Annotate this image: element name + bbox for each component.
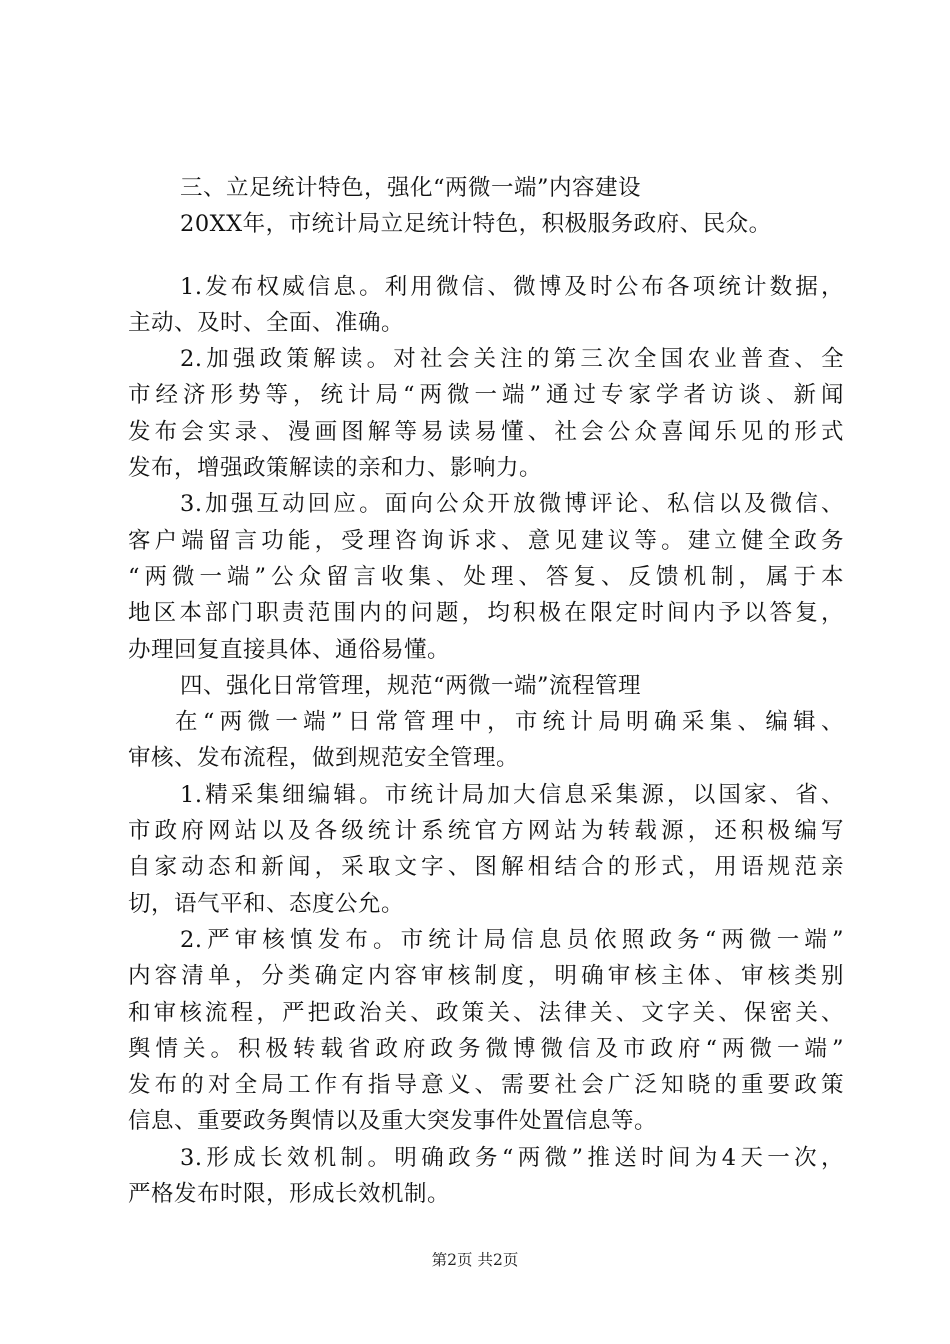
paragraph-line: 主动、及时、全面、准确。	[128, 309, 405, 336]
paragraph-line: 严格发布时限，形成长效机制。	[128, 1181, 451, 1208]
section-heading-4: 四、强化日常管理，规范“两微一端”流程管理	[180, 672, 642, 699]
paragraph-line: 发布，增强政策解读的亲和力、影响力。	[128, 455, 543, 482]
paragraph-line: 舆情关。积极转载省政府政务微博微信及市政府“两微一端”	[128, 1035, 844, 1062]
paragraph-line: 发布的对全局工作有指导意义、需要社会广泛知晓的重要政策	[128, 1072, 844, 1099]
paragraph-line: 3.加强互动回应。面向公众开放微博评论、私信以及微信、	[180, 491, 844, 518]
page-number: 第2页 共2页	[431, 1251, 519, 1269]
paragraph-line: 审核、发布流程，做到规范安全管理。	[128, 745, 520, 772]
paragraph-line: 在“两微一端”日常管理中，市统计局明确采集、编辑、	[175, 709, 844, 736]
paragraph-line: 自家动态和新闻，采取文字、图解相结合的形式，用语规范亲	[128, 854, 844, 881]
paragraph-line: 切，语气平和、态度公允。	[128, 890, 405, 917]
section-heading-3: 三、立足统计特色，强化“两微一端”内容建设	[180, 175, 642, 201]
page-footer	[0, 1250, 950, 1270]
paragraph-line: 市经济形势等，统计局“两微一端”通过专家学者访谈、新闻	[128, 382, 844, 409]
paragraph-line: 客户端留言功能，受理咨询诉求、意见建议等。建立健全政务	[128, 527, 844, 554]
paragraph-line: 内容清单，分类确定内容审核制度，明确审核主体、审核类别	[128, 963, 844, 990]
paragraph-line: 1.精采集细编辑。市统计局加大信息采集源，以国家、省、	[180, 781, 844, 808]
paragraph-line: 2.严审核慎发布。市统计局信息员依照政务“两微一端”	[180, 926, 844, 953]
paragraph-line: 2.加强政策解读。对社会关注的第三次全国农业普查、全	[180, 346, 844, 373]
paragraph-line: 3.形成长效机制。明确政务“两微”推送时间为4天一次，	[180, 1144, 844, 1171]
paragraph-line: 市政府网站以及各级统计系统官方网站为转载源，还积极编写	[128, 818, 844, 845]
paragraph-line: 1.发布权威信息。利用微信、微博及时公布各项统计数据，	[180, 273, 844, 300]
paragraph-line: “两微一端”公众留言收集、处理、答复、反馈机制，属于本	[128, 563, 844, 590]
paragraph-line: 地区本部门职责范围内的问题，均积极在限定时间内予以答复，	[128, 600, 844, 627]
paragraph-line: 信息、重要政务舆情以及重大突发事件处置信息等。	[128, 1108, 658, 1135]
document-body	[128, 170, 844, 1212]
paragraph-line: 发布会实录、漫画图解等易读易懂、社会公众喜闻乐见的形式	[128, 418, 844, 445]
paragraph-line: 办理回复直接具体、通俗易懂。	[128, 636, 451, 663]
paragraph-line: 20XX年，市统计局立足统计特色，积极服务政府、民众。	[180, 211, 772, 238]
paragraph-line: 和审核流程，严把政治关、政策关、法律关、文字关、保密关、	[128, 999, 844, 1026]
